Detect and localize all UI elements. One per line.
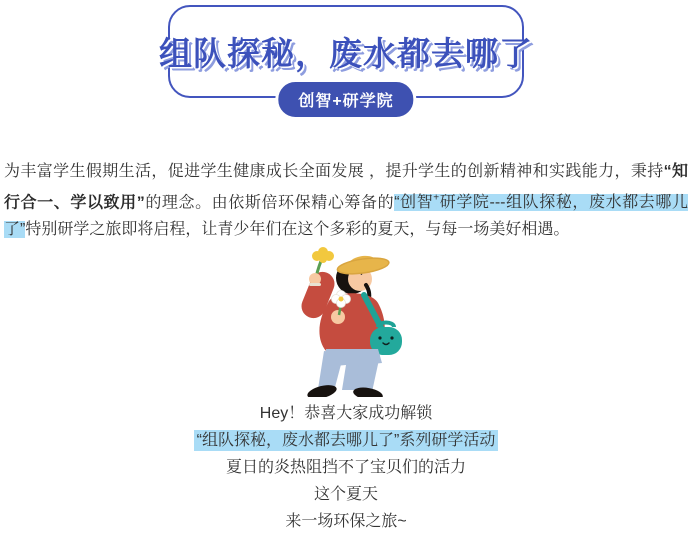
paragraph-text: 特别研学之旅即将启程，让青少年们在这个多彩的夏天，与每一场美好相遇。 <box>25 221 570 239</box>
footer-line-3: 夏日的炎热阻挡不了宝贝们的活力 <box>225 459 466 477</box>
intro-paragraph <box>4 158 688 243</box>
footer-line-2-highlighted: “组队探秘，废水都去哪儿了”系列研学活动 <box>0 427 692 454</box>
paragraph-text: 的理念。由依斯倍环保精心筹备的 <box>144 194 395 212</box>
footer-line-5: 来一场环保之旅~ <box>285 513 407 531</box>
footer-line-4: 这个夏天 <box>313 486 378 504</box>
footer-lines <box>0 400 692 535</box>
illustration-container <box>0 245 692 397</box>
title-banner <box>0 0 692 118</box>
paragraph-highlight: “创智+研学院---组队探秘，废水都去哪儿了” <box>4 193 688 239</box>
superscript-plus: + <box>433 193 440 204</box>
brand-badge: 创智+研学院 <box>275 79 416 120</box>
student-illustration <box>266 245 426 397</box>
page-title: 组队探秘，废水都去哪了 <box>159 35 533 72</box>
footer-line-1: Hey！恭喜大家成功解锁 <box>259 405 433 423</box>
paragraph-text: 为丰富学生假期生活，促进学生健康成长全面发展 ，提升学生的创新精神和实践能力，秉持 <box>4 163 664 180</box>
paragraph-bold-motto: “知行合一、学以致用” <box>4 163 688 212</box>
